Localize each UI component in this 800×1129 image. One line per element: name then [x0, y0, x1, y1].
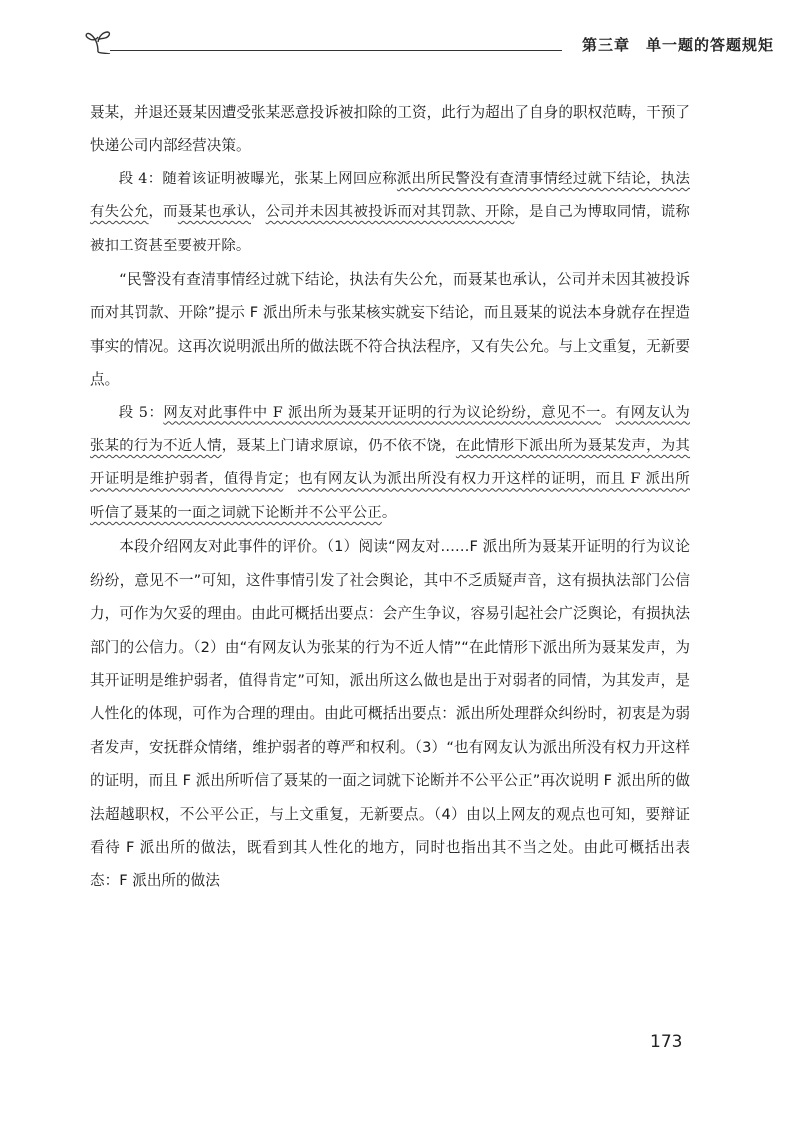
material-text: ；: [283, 471, 298, 488]
analysis-paragraph: 本段介绍网友对此事件的评价。（1）阅读“网友对……F 派出所为聂某开证明的行为议论纷纷，意见不一”可知，这件事情引发了社会舆论，其中不乏质疑声音，这有损执法部门公信力，可作为欠妥的理由。由此可概括出要点：会产生争议，容易引起社会广泛舆论，有损执法部门的公信力。（2）由“有网友认为张某的行为不近人情”“在此情形下派出所为聂某发声，为其开证明是维护弱者，值得肯定”可知，派出所这么做也是出于对弱者的同情，为其发声，是人性化的体现，可作为合理的理由。由此可概括出要点：派出所处理群众纠纷时，初衷是为弱者发声，安抚群众情绪，维护弱者的尊严和权利。（3）“也有网友认为派出所没有权力开这样的证明，而且 F 派出所听信了聂某的一面之词就下论断并不公平公正”再次说明 F 派出所的做法超越职权，不公平公正，与上文重复，无新要点。（4）由以上网友的观点也可知，要辩证看待 F 派出所的做法，既看到其人性化的地方，同时也指出其不当之处。由此可概括出表态：F 派出所的做法: [90, 538, 690, 890]
material-text: 。: [600, 404, 616, 421]
body-text: [90, 96, 690, 898]
running-header: [84, 24, 775, 64]
quoted-material-paragraph-5: [90, 397, 690, 531]
underlined-key-phrase: 公司并未因其被投诉而对其罚款、开除: [265, 204, 515, 221]
underlined-key-phrase: 派出所民警没有查清事情经过就下结论，执法有失公允: [90, 170, 690, 221]
paragraph-continuation: 聂某，并退还聂某因遭受张某恶意投诉被扣除的工资，此行为超出了自身的职权范畴，干预了快递公司内部经营决策。: [90, 104, 690, 155]
chapter-title: 第三章 单一题的答题规矩: [582, 36, 775, 54]
underlined-key-phrase: 在此情形下派出所为聂某发声，为其开证明是维护弱者，值得肯定: [90, 438, 691, 488]
material-text: 。: [381, 504, 397, 521]
underlined-key-phrase: 聂某也承认: [177, 204, 251, 221]
analysis-paragraph: “民警没有查清事情经过就下结论，执法有失公允，而聂某也承认，公司并未因其被投诉而对其罚款、开除”提示 F 派出所未与张某核实就妄下结论，而且聂某的说法本身就存在捏造事实的情况。这再次说明派出所的做法既不符合执法程序，又有失公允。与上文重复，无新要点。: [90, 271, 690, 389]
material-text: ，聂某上门请求原谅，仍不依不饶，: [221, 438, 456, 455]
sprout-leaf-icon: [84, 28, 112, 54]
material-text: ，: [251, 204, 266, 221]
material-text: 段 4：随着该证明被曝光，张某上网回应称: [118, 170, 397, 187]
underlined-key-phrase: 有网友认为张某的行为不近人情: [90, 404, 691, 455]
material-text: ，是自己为博取同情，谎称被扣工资甚至要被开除。: [90, 204, 690, 254]
quoted-material-paragraph-4: [90, 163, 690, 263]
underlined-key-phrase: 也有网友认为派出所没有权力开这样的证明，而且 F 派出所听信了聂某的一面之词就下论断并不公平公正: [90, 471, 690, 521]
underlined-key-phrase: 网友对此事件中 F 派出所为聂某开证明的行为议论纷纷，意见不一: [163, 404, 601, 421]
material-text: ，而: [148, 204, 178, 221]
page-number: 173: [650, 1032, 683, 1052]
material-text: 段 5：: [118, 404, 164, 421]
header-rule: [110, 50, 562, 51]
